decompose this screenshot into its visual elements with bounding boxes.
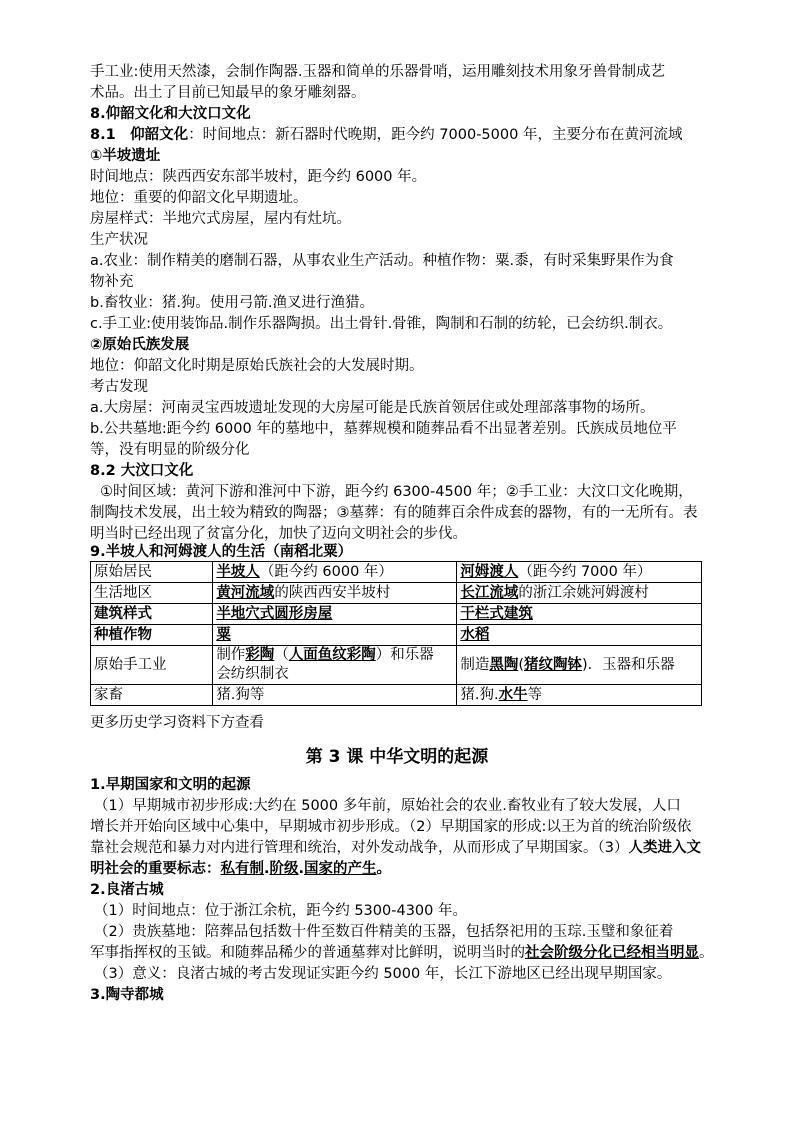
table-cell — [213, 646, 457, 685]
paragraph-line: 生产状况 — [90, 232, 148, 248]
table-cell: 猪.狗等 — [213, 685, 457, 706]
comparison-table — [90, 561, 702, 706]
text-span: 制作 — [216, 647, 246, 663]
text-span: 猪纹陶钵 — [524, 657, 583, 673]
paragraph-line: a.大房屋：河南灵宝西坡遗址发现的大房屋可能是氏族首领居住或处理部落事物的场所。 — [90, 400, 655, 416]
table-cell: 家畜 — [91, 685, 213, 706]
text-span: 半坡人 — [216, 564, 260, 580]
text-span: 彩陶 — [245, 647, 275, 663]
paragraph-line — [90, 943, 714, 964]
paragraph-line: （1）早期城市初步形成:大约在 5000 多年前，原始社会的农业.畜牧业有了较大发展，人口 — [94, 798, 681, 814]
paragraph-line: 增长并开始向区域中心集中，早期城市初步形成。（2）早期国家的形成:以王为首的统治阶级依 — [90, 819, 692, 835]
text-span: （ — [274, 647, 289, 663]
paragraph-line: （1）时间地点：位于浙江余杭，距今约 5300-4300 年。 — [94, 903, 467, 919]
table-cell: 半地穴式圆形房屋 — [213, 604, 457, 625]
paragraph-line: 物补充 — [90, 274, 134, 290]
text-span: )．玉器和乐器 — [582, 657, 675, 673]
paragraph-line: 时间地点：陕西西安东部半坡村，距今约 6000 年。 — [90, 169, 427, 185]
table-cell: 水稻 — [457, 625, 702, 646]
section-heading: 8.仰韶文化和大汶口文化 — [90, 106, 251, 122]
table-row — [91, 625, 702, 646]
subsection-heading: ②原始氏族发展 — [90, 337, 190, 353]
text-span: . — [298, 861, 305, 877]
text-span: . — [264, 861, 270, 877]
paragraph-line: （3）意义：良渚古城的考古发现证实距今约 5000 年，长江下游地区已经出现早期国家。 — [94, 966, 672, 982]
table-row — [91, 646, 702, 685]
paragraph-line: （2）贵族墓地：陪葬品包括数十件至数百件精美的玉器，包括祭祀用的玉琮.玉璧和象征着 — [94, 924, 674, 940]
subsection-heading: ①半坡遗址 — [90, 148, 161, 164]
table-cell: 粟 — [213, 625, 457, 646]
subsection-heading: 8.2 大汶口文化 — [90, 463, 194, 479]
table-cell — [213, 562, 457, 583]
paragraph-line: 房屋样式：半地穴式房屋，屋内有灶坑。 — [90, 211, 351, 227]
table-cell: 干栏式建筑 — [457, 604, 702, 625]
paragraph-line: b.畜牧业：猪.狗。使用弓箭.渔叉进行渔猎。 — [90, 295, 375, 311]
text-span: 人面鱼纹彩陶 — [288, 647, 376, 663]
text-span: 阶级 — [269, 861, 299, 877]
text-span: 河姆渡人 — [460, 564, 519, 580]
paragraph-line: 制陶技术发展，出土较为精致的陶器；③墓葬：有的随葬百余件成套的器物，有的一无所有。表 — [90, 505, 698, 521]
table-cell: 生活地区 — [91, 583, 213, 604]
paragraph-line — [90, 125, 682, 146]
paragraph-line: c.手工业:使用装饰品.制作乐器陶损。出土骨针.骨锥，陶制和石制的纺轮，已会纺织.制衣。 — [90, 316, 673, 332]
text-span: 的陕西西安半坡村 — [274, 585, 391, 601]
text-span: （距今约 7000 年） — [518, 564, 652, 580]
section-heading: 3.陶寺都城 — [90, 987, 164, 1003]
table-cell — [457, 646, 702, 685]
text-span: 。 — [376, 861, 392, 877]
text-span: 制造 — [460, 657, 490, 673]
paragraph-line — [90, 838, 701, 859]
table-cell — [457, 685, 702, 706]
text-span: 。 — [699, 945, 714, 961]
text-span: 等 — [527, 687, 543, 703]
table-row — [91, 604, 702, 625]
paragraph-line: 手工业:使用天然漆，会制作陶器.玉器和简单的乐器骨哨，运用雕刻技术用象牙兽骨制成艺 — [90, 64, 665, 80]
section-heading: 9.半坡人和河姆渡人的生活（南稻北粟） — [90, 544, 353, 560]
text-span: （距今约 6000 年） — [259, 564, 393, 580]
text-span: ）和乐器 — [375, 647, 434, 663]
paragraph-line: 考古发现 — [90, 379, 148, 395]
text-span: 人类进入文 — [628, 840, 701, 856]
section-heading: 2.良渚古城 — [90, 882, 164, 898]
text-span: 明社会的重要标志： — [90, 861, 221, 877]
paragraph-line: b.公共墓地:距今约 6000 年的墓地中，墓葬规模和随葬品看不出显著差别。氏族成员地位平 — [90, 421, 677, 437]
table-cell: 建筑样式 — [91, 604, 213, 625]
paragraph-line: 地位：重要的仰韶文化早期遗址。 — [90, 190, 308, 206]
text-span: ( — [518, 657, 525, 673]
table-cell — [457, 562, 702, 583]
table-cell — [213, 583, 457, 604]
paragraph-line: 更多历史学习资料下方查看 — [90, 715, 264, 731]
lesson-title: 第 3 课 中华文明的起源 — [305, 747, 489, 767]
paragraph-line — [90, 859, 391, 880]
text-span: 国家的产生 — [304, 861, 377, 877]
text-span: 黑陶 — [489, 657, 519, 673]
table-row — [91, 562, 702, 583]
table-row — [91, 685, 702, 706]
table-cell: 原始居民 — [91, 562, 213, 583]
text-span: 社会阶级分化已经相当明显 — [525, 945, 699, 961]
paragraph-line: 术品。出土了目前已知最早的象牙雕刻器。 — [90, 85, 366, 101]
paragraph-line: ①时间区域：黄河下游和淮河中下游，距今约 6300-4500 年；②手工业：大汶口文化晚期， — [100, 484, 693, 500]
table-cell: 种植作物 — [91, 625, 213, 646]
paragraph-line: 等，没有明显的阶级分化 — [90, 442, 250, 458]
text-span: 会纺织制衣 — [216, 666, 289, 682]
text-span: 水牛 — [498, 687, 528, 703]
paragraph-line: a.农业：制作精美的磨制石器，从事农业生产活动。种植作物：粟.黍，有时采集野果作为食 — [90, 253, 674, 269]
table-cell — [457, 583, 702, 604]
paragraph-line: 明当时已经出现了贫富分化，加快了迈向文明社会的步伐。 — [90, 526, 467, 542]
text-span: 猪.狗. — [460, 687, 499, 703]
text-span: 私有制 — [220, 861, 264, 877]
subsection-label: 8.1 仰韶文化 — [90, 127, 189, 143]
text-span: 军事指挥权的玉钺。和随葬品稀少的普通墓葬对比鲜明，说明当时的 — [90, 945, 525, 961]
paragraph-line: 地位：仰韶文化时期是原始氏族社会的大发展时期。 — [90, 358, 424, 374]
text-span: 靠社会规范和暴力对内进行管理和统治，对外发动战争，从而形成了早期国家。（3） — [90, 840, 629, 856]
text-span: 长江流域 — [460, 585, 519, 601]
table-row — [91, 583, 702, 604]
section-heading: 1.早期国家和文明的起源 — [90, 777, 251, 793]
text-span: 黄河流域 — [216, 585, 275, 601]
text-span: 的浙江余姚河姆渡村 — [518, 585, 649, 601]
text-span: ：时间地点：新石器时代晚期，距今约 7000-5000 年，主要分布在黄河流域 — [188, 127, 683, 143]
table-cell: 原始手工业 — [91, 646, 213, 685]
